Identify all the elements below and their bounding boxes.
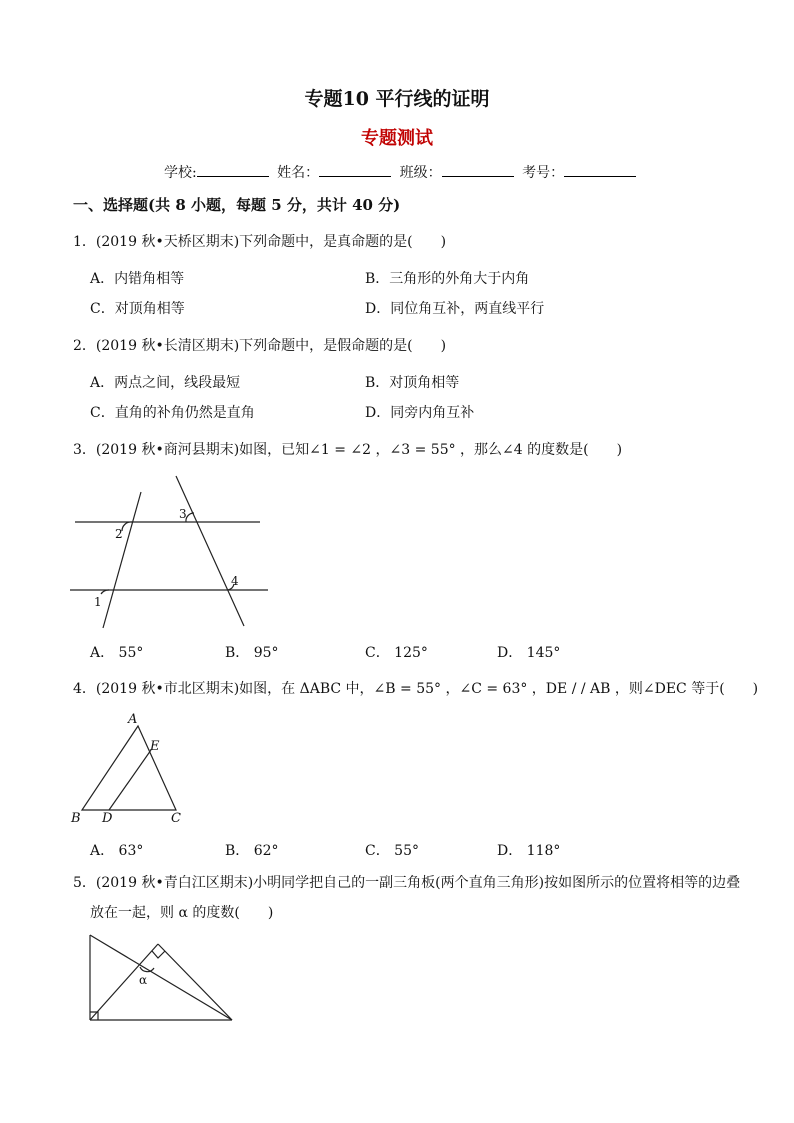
q3-option-b[interactable]: B． 95° xyxy=(225,645,279,661)
question-5-stem-continued: 放在一起，则 α 的度数( ) xyxy=(90,905,274,921)
angle-1-label: 1 xyxy=(94,595,102,609)
angle-3-label: 3 xyxy=(179,507,187,521)
q1-option-b[interactable]: B．三角形的外角大于内角 xyxy=(365,271,530,287)
q3-option-d[interactable]: D． 145° xyxy=(497,645,561,661)
vertex-c-label: C xyxy=(171,811,181,826)
q4-option-d[interactable]: D． 118° xyxy=(497,843,561,859)
question-3-stem: 3．(2019 秋•商河县期末)如图，已知∠1 = ∠2 ，∠3 = 55° ，那么∠4 的度数是( ) xyxy=(73,442,623,458)
q3-option-c[interactable]: C． 125° xyxy=(365,645,428,661)
question-2-stem: 2．(2019 秋•长清区期末)下列命题中，是假命题的是( ) xyxy=(73,338,447,354)
q4-option-a[interactable]: A． 63° xyxy=(90,843,144,859)
point-e-label: E xyxy=(150,739,160,754)
q4-option-c[interactable]: C． 55° xyxy=(365,843,419,859)
exam-number-label: 考号： xyxy=(522,165,565,181)
class-label: 班级： xyxy=(399,165,442,181)
question-4-stem: 4．(2019 秋•市北区期末)如图，在 ΔABC 中，∠B = 55° ，∠C = 63° ，DE / / AB ，则∠DEC 等于( ) xyxy=(73,681,759,697)
q2-option-c[interactable]: C．直角的补角仍然是直角 xyxy=(90,405,255,421)
q2-option-a[interactable]: A．两点之间，线段最短 xyxy=(90,375,241,391)
set-squares-figure xyxy=(0,0,300,1030)
page-title: 专题10 平行线的证明 xyxy=(304,88,490,110)
right-angle-mark-top xyxy=(152,951,165,958)
angle-2-label: 2 xyxy=(115,527,123,541)
name-label: 姓名： xyxy=(277,165,320,181)
q1-option-d[interactable]: D．同位角互补，两直线平行 xyxy=(365,301,545,317)
vertex-b-label: B xyxy=(71,811,81,826)
q2-option-d[interactable]: D．同旁内角互补 xyxy=(365,405,475,421)
school-label: 学校: xyxy=(164,165,197,181)
q2-option-b[interactable]: B．对顶角相等 xyxy=(365,375,460,391)
name-blank[interactable] xyxy=(319,162,391,177)
page-subtitle: 专题测试 xyxy=(361,128,433,149)
q1-option-c[interactable]: C．对顶角相等 xyxy=(90,301,185,317)
section-heading: 一、选择题(共 8 小题，每题 5 分，共计 40 分) xyxy=(73,196,401,214)
class-blank[interactable] xyxy=(442,162,514,177)
alpha-label: α xyxy=(139,973,148,987)
point-d-label: D xyxy=(102,811,113,826)
vertex-a-label: A xyxy=(128,712,138,727)
q1-option-a[interactable]: A．内错角相等 xyxy=(90,271,185,287)
question-5-stem: 5．(2019 秋•青白江区期末)小明同学把自己的一副三角板(两个直角三角形)按如图所示的位置将相等的边叠 xyxy=(73,875,741,891)
exam-number-blank[interactable] xyxy=(564,162,636,177)
q3-option-a[interactable]: A． 55° xyxy=(90,645,144,661)
q4-option-b[interactable]: B． 62° xyxy=(225,843,279,859)
angle-4-label: 4 xyxy=(231,574,239,588)
question-1-stem: 1．(2019 秋•天桥区期末)下列命题中，是真命题的是( ) xyxy=(73,234,447,250)
